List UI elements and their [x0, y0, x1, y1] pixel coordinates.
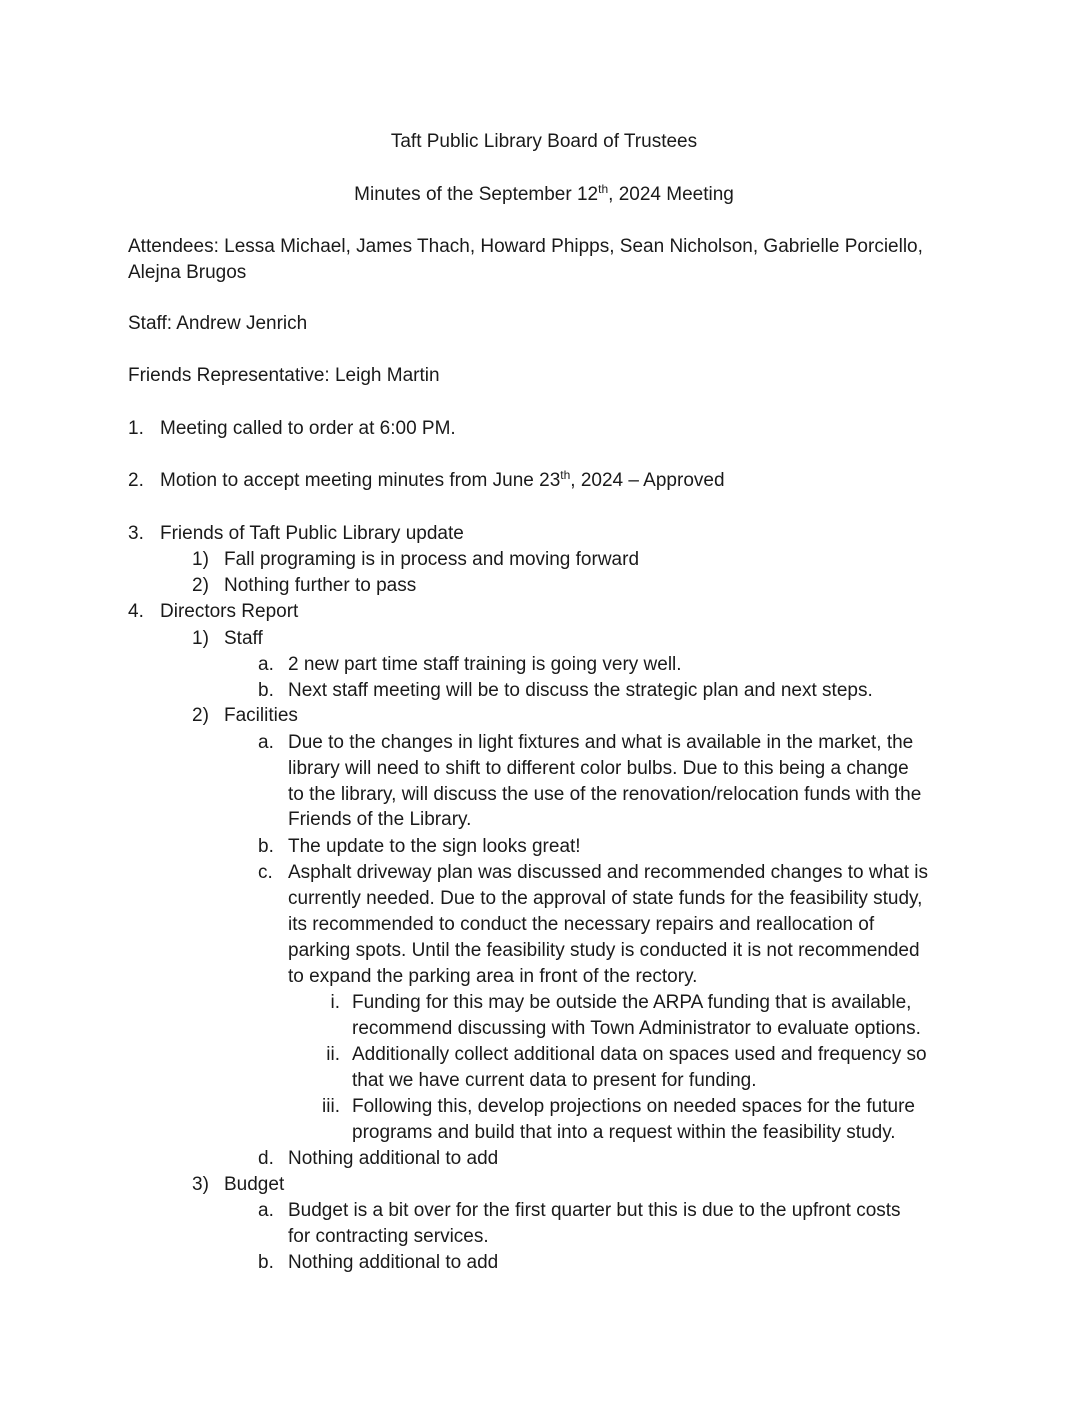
item-2-number: 2.: [128, 470, 144, 491]
facilities-b-text: The update to the sign looks great!: [288, 836, 581, 857]
staff-line: Staff: Andrew Jenrich: [128, 313, 308, 334]
document-title: Taft Public Library Board of Trustees: [390, 131, 698, 152]
item-3-sub-1-text: Fall programing is in process and moving forward: [224, 549, 640, 570]
facilities-c-line-1: Asphalt driveway plan was discussed and recommended changes to what is: [288, 862, 929, 883]
attendees-line-1: Attendees: Lessa Michael, James Thach, Howard Phipps, Sean Nicholson, Gabrielle Porciello,: [128, 236, 923, 257]
item-4-text: Directors Report: [160, 601, 299, 622]
budget-section-heading: Budget: [224, 1174, 285, 1195]
item-3-sub-2-number: 2): [192, 575, 209, 596]
budget-a-letter: a.: [258, 1200, 274, 1221]
staff-a-letter: a.: [258, 654, 274, 675]
budget-b-text: Nothing additional to add: [288, 1252, 499, 1273]
item-3-sub-2-text: Nothing further to pass: [224, 575, 417, 596]
facilities-b-letter: b.: [258, 836, 274, 857]
facilities-c-line-3: its recommended to conduct the necessary repairs and reallocation of: [288, 914, 875, 935]
facilities-c-iii-line-2: programs and build that into a request within the feasibility study.: [352, 1122, 896, 1143]
friends-representative-line: Friends Representative: Leigh Martin: [128, 365, 440, 386]
facilities-c-i-line-2: recommend discussing with Town Administrator to evaluate options.: [352, 1018, 921, 1039]
attendees-line-2: Alejna Brugos: [128, 262, 247, 283]
item-1-number: 1.: [128, 418, 144, 439]
budget-section-number: 3): [192, 1174, 209, 1195]
staff-b-text: Next staff meeting will be to discuss the strategic plan and next steps.: [288, 680, 873, 701]
facilities-a-line-4: Friends of the Library.: [288, 809, 472, 830]
facilities-d-letter: d.: [258, 1148, 274, 1169]
item-1-text: Meeting called to order at 6:00 PM.: [160, 418, 456, 439]
facilities-a-line-3: to the library, will discuss the use of the renovation/relocation funds with the: [288, 784, 922, 805]
document-subtitle: Minutes of the September 12th, 2024 Meeting: [354, 182, 734, 205]
staff-a-text: 2 new part time staff training is going very well.: [288, 654, 682, 675]
facilities-c-letter: c.: [258, 862, 273, 883]
facilities-c-line-4: parking spots. Until the feasibility study is conducted it is not recommended: [288, 940, 920, 961]
facilities-a-line-1: Due to the changes in light fixtures and what is available in the market, the: [288, 732, 914, 753]
item-3-sub-1-number: 1): [192, 549, 209, 570]
facilities-c-ii-line-1: Additionally collect additional data on spaces used and frequency so: [352, 1044, 927, 1065]
staff-section-number: 1): [192, 628, 209, 649]
item-3-number: 3.: [128, 523, 144, 544]
budget-a-line-1: Budget is a bit over for the first quarter but this is due to the upfront costs: [288, 1200, 901, 1221]
budget-a-line-2: for contracting services.: [288, 1226, 489, 1247]
facilities-d-text: Nothing additional to add: [288, 1148, 499, 1169]
item-3-text: Friends of Taft Public Library update: [160, 523, 464, 544]
facilities-c-line-2: currently needed. Due to the approval of state funds for the feasibility study,: [288, 888, 923, 909]
item-4-number: 4.: [128, 601, 144, 622]
budget-b-letter: b.: [258, 1252, 274, 1273]
facilities-c-line-5: to expand the parking area in front of the rectory.: [288, 966, 698, 987]
facilities-section-number: 2): [192, 705, 209, 726]
facilities-section-heading: Facilities: [224, 705, 298, 726]
staff-section-heading: Staff: [224, 628, 263, 649]
facilities-c-ii-line-2: that we have current data to present for funding.: [352, 1070, 757, 1091]
item-2-text: Motion to accept meeting minutes from June 23th, 2024 – Approved: [160, 468, 725, 491]
facilities-a-letter: a.: [258, 732, 274, 753]
document-page: Taft Public Library Board of Trustees Minutes of the September 12th, 2024 Meeting Attendees: Lessa Michael, James Thach, Howard Phipps, Sean Nicholson, Gabrielle Porciello, Alejna Brugos Staff: Andrew Jenrich Friends Representative: Leigh Martin 1. Meeting called to order at 6:00 PM. 2. Motion to accept meeting minutes from June 23th, 2024 – Approved 3. Friends of Taft Public Library update 1) Fall programing is in process and moving forward 2) Nothing further to pass 4. Directors Report 1) Staff a. 2 new part time staff training is going very well. b. Next staff meeting will be to discuss the strategic plan and next steps. 2) Facilities a. Due to the changes in light fixtures and what is available in the market, the library will need to shift to different color bulbs. Due to this being a change to the library, will discuss the use of the renovation/relocation funds with the Friends of the Library. b. The update to the sign looks great! c. Asphalt driveway plan was discussed and recommended changes to what is currently needed. Due to the approval of state funds for the feasibility study, its recommended to conduct the necessary repairs and reallocation of parking spots. Until the feasibility study is conducted it is not recommended to expand the parking area in front of the rectory. i. Funding for this may be outside the ARPA funding that is available, recommend discussing with Town Administrator to evaluate options. ii. Additionally collect additional data on spaces used and frequency so that we have current data to present for funding. iii. Following this, develop projections on needed spaces for the future programs and build that into a request within the feasibility study. d. Nothing additional to add 3) Budget a. Budget is a bit over for the first quarter but this is due to the upfront costs for contracting services. b. Nothing additional to add: [0, 0, 1088, 1408]
facilities-c-i-line-1: Funding for this may be outside the ARPA funding that is available,: [352, 992, 912, 1013]
facilities-c-iii-line-1: Following this, develop projections on needed spaces for the future: [352, 1096, 915, 1117]
facilities-a-line-2: library will need to shift to different color bulbs. Due to this being a change: [288, 758, 909, 779]
staff-b-letter: b.: [258, 680, 274, 701]
